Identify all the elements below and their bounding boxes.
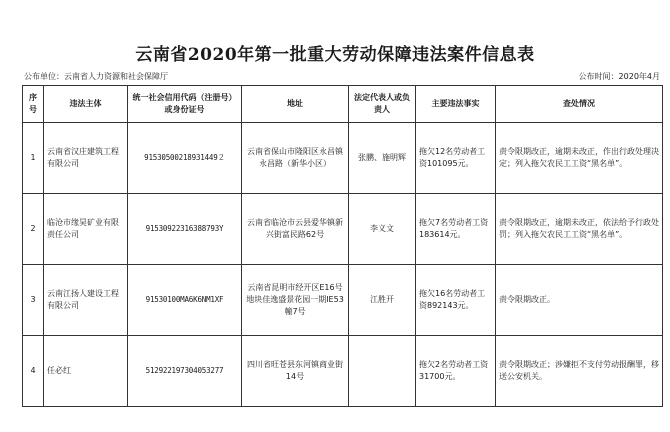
row-result: 责令限期改正；涉嫌拒不支付劳动报酬罪，移送公安机关。: [496, 336, 663, 407]
header-facts: 主要违法事实: [416, 86, 496, 123]
cases-table: [22, 85, 663, 407]
header-entity: 违法主体: [44, 86, 128, 123]
row-code: 91530922316388793Y: [128, 194, 242, 265]
row-rep: 江胜开: [349, 265, 416, 336]
row-result: 责令限期改正。: [496, 265, 663, 336]
row-code: 91530100MA6K6NM1XF: [128, 265, 242, 336]
table-row: [23, 336, 663, 407]
row-result: 责令限期改正，逾期未改正，作出行政处理决定；列入拖欠农民工工资“黑名单”。: [496, 123, 663, 194]
row-entity: 任必红: [44, 336, 128, 407]
page-title: 云南省2020年第一批重大劳动保障违法案件信息表: [135, 45, 535, 65]
row-address: 云南省昆明市经开区E16号地块佳逸盛景花园一期IE53幢7号: [242, 265, 349, 336]
header-address: 地址: [242, 86, 349, 123]
row-rep: 张鹏、施明辉: [349, 123, 416, 194]
row-address: 四川省旺苍县东河镇商业街14号: [242, 336, 349, 407]
row-facts: 拖欠2名劳动者工资31700元。: [416, 336, 496, 407]
row-facts: 拖欠12名劳动者工资101095元。: [416, 123, 496, 194]
row-facts: 拖欠7名劳动者工资183614元。: [416, 194, 496, 265]
row-entity: 云南江扬人建设工程有限公司: [44, 265, 128, 336]
table-header-row: [23, 86, 663, 123]
row-rep: [349, 336, 416, 407]
table-row: [23, 123, 663, 194]
row-code: 512922197304053277: [128, 336, 242, 407]
table-row: [23, 265, 663, 336]
row-no: 4: [23, 336, 44, 407]
row-no: 1: [23, 123, 44, 194]
table-row: [23, 194, 663, 265]
row-code: 91530500218931449２: [128, 123, 242, 194]
publish-time-label: 公布时间：2020年4月: [578, 72, 660, 81]
header-code: 统一社会信用代码（注册号）或身份证号: [128, 86, 242, 123]
row-no: 3: [23, 265, 44, 336]
row-no: 2: [23, 194, 44, 265]
row-facts: 拖欠16名劳动者工资892143元。: [416, 265, 496, 336]
row-address: 云南省临沧市云县爱华镇新兴街富民路62号: [242, 194, 349, 265]
header-result: 查处情况: [496, 86, 663, 123]
header-no: 序号: [23, 86, 44, 123]
row-address: 云南省保山市隆阳区永昌镇永昌路（新华小区）: [242, 123, 349, 194]
row-result: 责令限期改正，逾期未改正，依法给予行政处罚；列入拖欠农民工工资“黑名单”。: [496, 194, 663, 265]
publisher-label: 公布单位：云南省人力资源和社会保障厅: [24, 72, 168, 81]
row-entity: 临沧市缘昊矿业有限责任公司: [44, 194, 128, 265]
header-rep: 法定代表人或负责人: [349, 86, 416, 123]
row-rep: 李义文: [349, 194, 416, 265]
row-entity: 云南省汉庄建筑工程有限公司: [44, 123, 128, 194]
